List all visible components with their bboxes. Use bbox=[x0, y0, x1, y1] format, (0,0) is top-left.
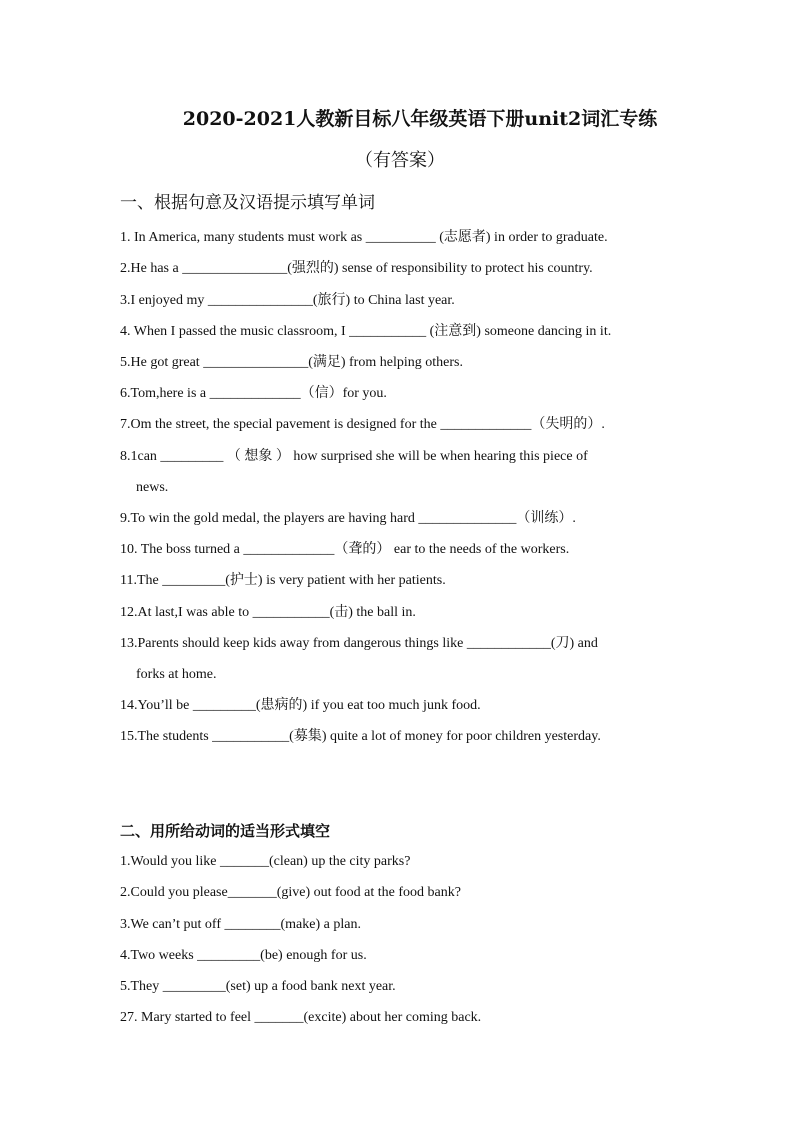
exercise-line: 5.They _________(set) up a food bank next year. bbox=[120, 979, 396, 994]
exercise-line: 13.Parents should keep kids away from dangerous things like ____________(刀) and bbox=[120, 636, 598, 651]
exercise-line: 4. When I passed the music classroom, I ___________ (注意到) someone dancing in it. bbox=[120, 324, 612, 339]
exercise-line: 7.Om the street, the special pavement is designed for the _____________（失明的）. bbox=[120, 417, 605, 432]
exercise-line: 2.He has a _______________(强烈的) sense of responsibility to protect his country. bbox=[120, 261, 593, 276]
exercise-line: 3.We can’t put off ________(make) a plan. bbox=[120, 917, 361, 932]
exercise-line: 1.Would you like _______(clean) up the city parks? bbox=[120, 854, 411, 869]
exercise-line-continued: news. bbox=[136, 480, 169, 495]
exercise-line: 6.Tom,here is a _____________（信）for you. bbox=[120, 386, 387, 401]
exercise-line: 3.I enjoyed my _______________(旅行) to China last year. bbox=[120, 293, 455, 308]
exercise-line: 9.To win the gold medal, the players are having hard ______________（训练）. bbox=[120, 511, 576, 526]
exercise-line: 15.The students ___________(募集) quite a lot of money for poor children yesterday. bbox=[120, 729, 601, 744]
exercise-line: 27. Mary started to feel _______(excite) about her coming back. bbox=[120, 1010, 482, 1025]
exercise-line-continued: forks at home. bbox=[136, 667, 217, 682]
exercise-line: 8.1can _________ （ 想象 ） how surprised she will be when hearing this piece of bbox=[120, 449, 588, 464]
exercise-line: 5.He got great _______________(满足) from helping others. bbox=[120, 355, 463, 370]
exercise-line: 11.The _________(护士) is very patient with her patients. bbox=[120, 573, 446, 588]
document-title: 2020-2021人教新目标八年级英语下册unit2词汇专练 bbox=[182, 108, 658, 130]
exercise-line: 12.At last,I was able to ___________(击) the ball in. bbox=[120, 605, 416, 620]
section-1-heading: 一、根据句意及汉语提示填写单词 bbox=[120, 193, 375, 213]
exercise-line: 1. In America, many students must work as __________ (志愿者) in order to graduate. bbox=[120, 230, 608, 245]
exercise-line: 4.Two weeks _________(be) enough for us. bbox=[120, 948, 367, 963]
exercise-line: 2.Could you please_______(give) out food at the food bank? bbox=[120, 885, 461, 900]
section-2-heading: 二、用所给动词的适当形式填空 bbox=[120, 822, 331, 840]
exercise-line: 10. The boss turned a _____________（聋的） ear to the needs of the workers. bbox=[120, 542, 570, 557]
document-subtitle: （有答案） bbox=[355, 150, 445, 171]
exercise-line: 14.You’ll be _________(患病的) if you eat too much junk food. bbox=[120, 698, 481, 713]
